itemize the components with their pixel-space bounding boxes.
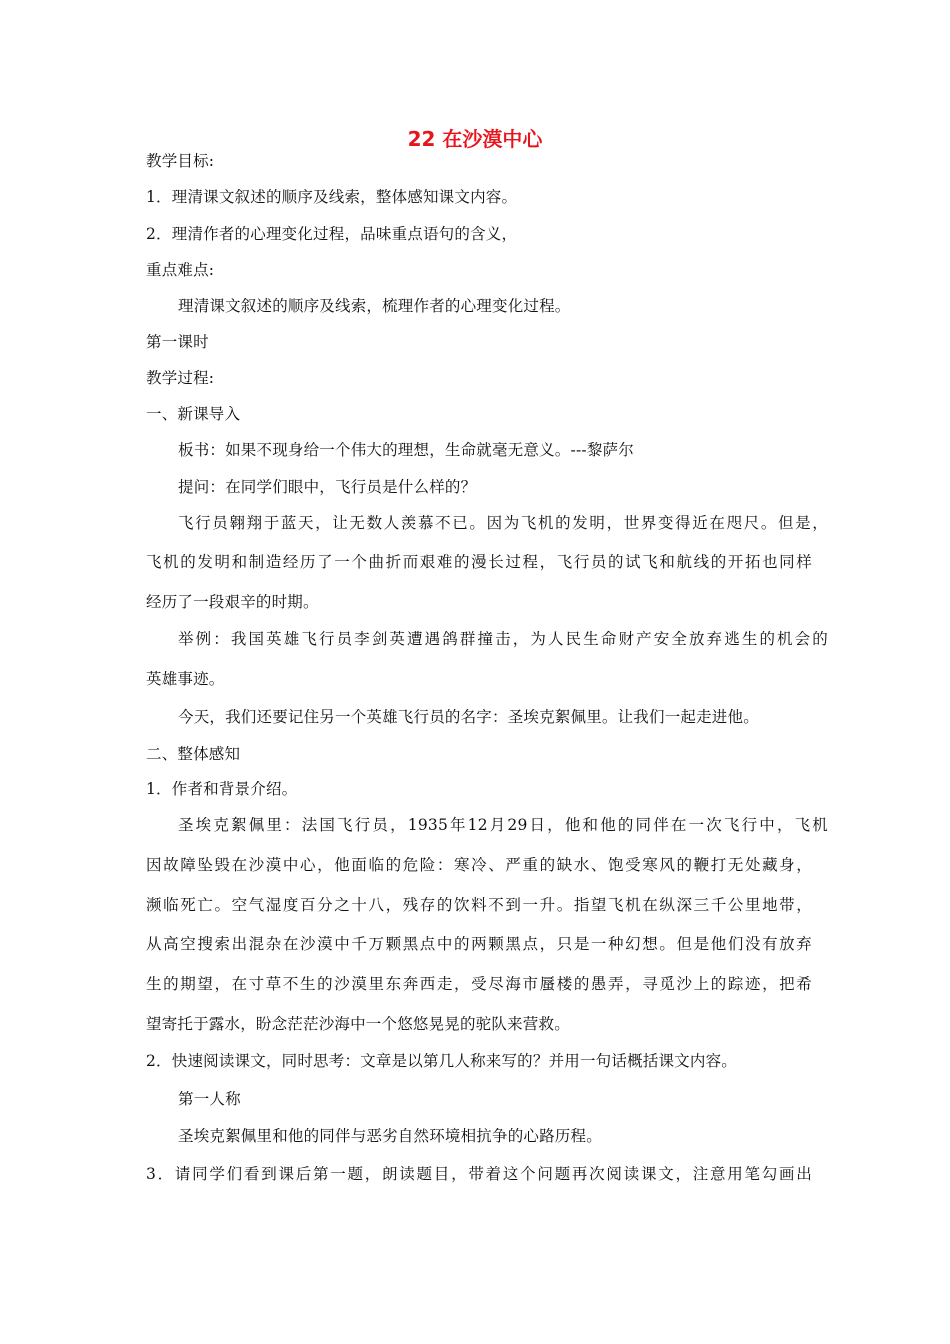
- paragraph-line: 生的期望，在寸草不生的沙漠里东奔西走，受尽海市蜃楼的愚弄，寻觅沙上的踪迹，把希: [146, 975, 812, 993]
- answer-summary: 圣埃克絮佩里和他的同伴与恶劣自然环境相抗争的心路历程。: [178, 1127, 602, 1145]
- paragraph-line: 英雄事迹。: [146, 670, 225, 688]
- paragraph-line: 飞机的发明和制造经历了一个曲折而艰难的漫长过程，飞行员的试飞和航线的开拓也同样: [146, 553, 812, 571]
- paragraph-line: 因故障坠毁在沙漠中心，他面临的危险：寒冷、严重的缺水、饱受寒风的鞭打无处藏身，: [146, 856, 812, 874]
- heading-key-points: 重点难点:: [146, 261, 215, 279]
- paragraph-line: 今天，我们还要记住另一个英雄飞行员的名字：圣埃克絮佩里。让我们一起走进他。: [178, 708, 759, 726]
- blackboard-quote: 板书：如果不现身给一个伟大的理想，生命就毫无意义。---黎萨尔: [178, 441, 634, 459]
- paragraph-line: 圣埃克絮佩里：法国飞行员，1935年12月29日，他和他的同伴在一次飞行中，飞机: [178, 816, 828, 834]
- answer-first-person: 第一人称: [178, 1090, 241, 1108]
- key-points-text: 理清课文叙述的顺序及线索，梳理作者的心理变化过程。: [178, 297, 571, 315]
- question-text: 提问：在同学们眼中，飞行员是什么样的？: [178, 478, 477, 496]
- paragraph-line: 望寄托于露水，盼念茫茫沙海中一个悠悠晃晃的驼队来营救。: [146, 1015, 570, 1033]
- paragraph-line: 飞行员翱翔于蓝天，让无数人羡慕不已。因为飞机的发明，世界变得近在咫尺。但是，: [178, 514, 828, 532]
- heading-first-lesson: 第一课时: [146, 333, 209, 351]
- overview-item-1: 1．作者和背景介绍。: [146, 780, 298, 798]
- document-title: 22 在沙漠中心: [407, 127, 543, 151]
- overview-item-3: 3．请同学们看到课后第一题，朗读题目，带着这个问题再次阅读课文，注意用笔勾画出: [146, 1165, 812, 1183]
- section-heading-overview: 二、整体感知: [146, 745, 241, 763]
- paragraph-line: 举例：我国英雄飞行员李剑英遭遇鸽群撞击，为人民生命财产安全放弃逃生的机会的: [178, 630, 828, 648]
- goal-item-2: 2．理清作者的心理变化过程，品味重点语句的含义，: [146, 225, 518, 243]
- section-heading-intro: 一、新课导入: [146, 405, 241, 423]
- paragraph-line: 经历了一段艰辛的时期。: [146, 593, 319, 611]
- paragraph-line: 从高空搜索出混杂在沙漠中千万颗黑点中的两颗黑点，只是一种幻想。但是他们没有放弃: [146, 935, 812, 953]
- paragraph-line: 濒临死亡。空气湿度百分之十八，残存的饮料不到一升。指望飞机在纵深三千公里地带，: [146, 896, 812, 914]
- overview-item-2: 2．快速阅读课文，同时思考：文章是以第几人称来写的？并用一句话概括课文内容。: [146, 1052, 737, 1070]
- heading-teaching-goals: 教学目标:: [146, 152, 215, 170]
- goal-item-1: 1．理清课文叙述的顺序及线索，整体感知课文内容。: [146, 188, 518, 206]
- heading-teaching-process: 教学过程:: [146, 369, 215, 387]
